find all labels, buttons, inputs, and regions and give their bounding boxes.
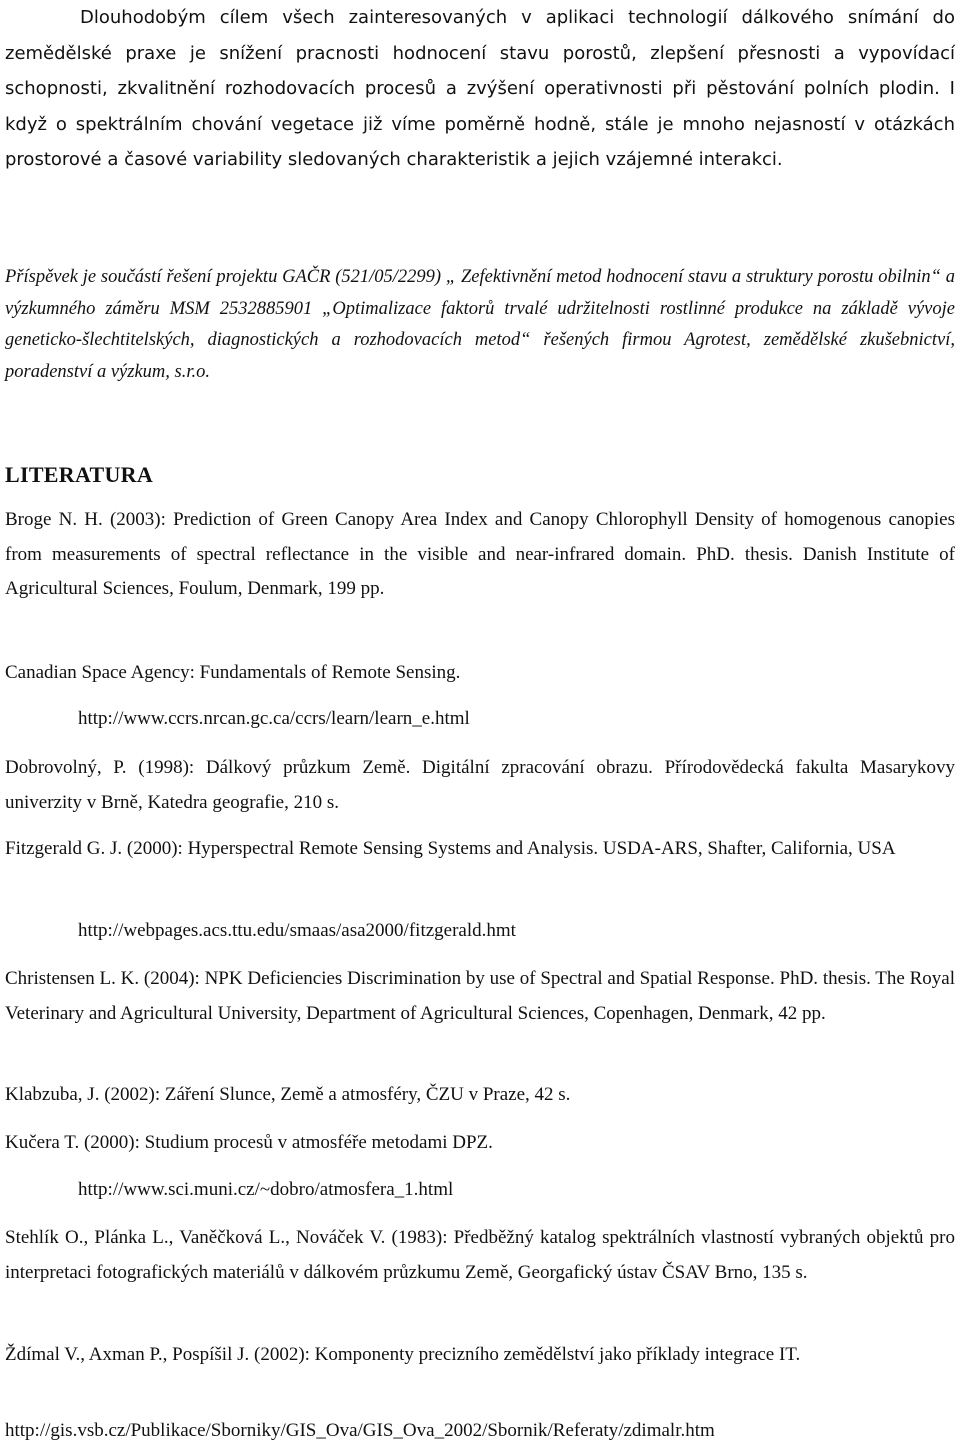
reference-klabzuba: Klabzuba, J. (2002): Záření Slunce, Země a atmosféry, ČZU v Praze, 42 s.: [5, 1084, 571, 1105]
reference-url-kucera[interactable]: http://www.sci.muni.cz/~dobro/atmosfera_1.html: [78, 1179, 454, 1200]
reference-zdimal: Ždímal V., Axman P., Pospíšil J. (2002): Komponenty precizního zemědělství jako příklady integrace IT.: [5, 1344, 801, 1365]
intro-paragraph: [5, 0, 955, 178]
reference-stehlik: Stehlík O., Plánka L., Vaněčková L., Nováček V. (1983): Předběžný katalog spektrálních vlastností vybraných objektů pro interpretaci fotografických materiálů v dálkovém průzkumu Země, Georgafický ústav ČSAV Brno, 135 s.: [5, 1227, 955, 1283]
acknowledgement-paragraph: Příspěvek je součástí řešení projektu GAČR (521/05/2299) „ Zefektivnění metod hodnocení stavu a struktury porostu obilnin“ a výzkumného záměru MSM 2532885901 „Optimalizace faktorů trvalé udržitelnosti rostlinné produkce na základě vývoje geneticko-šlechtitelských, diagnostických a rozhodovacích metod“ řešených firmou Agrotest, zemědělské zkušebnictví, poradenství a výzkum, s.r.o.: [5, 267, 955, 383]
reference-christensen: Christensen L. K. (2004): NPK Deficiencies Discrimination by use of Spectral and Spatial Response. PhD. thesis. The Royal Veterinary and Agricultural University, Department of Agricultural Sciences, Copenhagen, Denmark, 42 pp.: [5, 968, 955, 1024]
literature-heading: LITERATURA: [5, 462, 154, 487]
intro-text: Dlouhodobým cílem všech zainteresovaných v aplikaci technologií dálkového snímání do zemědělské praxe je snížení pracnosti hodnocení stavu porostů, zlepšení přesnosti a vypovídací schopnosti, zkvalitnění rozhodovacích procesů a zvýšení operativnosti při pěstování polních plodin. I když o spektrálním chování vegetace již víme poměrně hodně, stále je mnoho nejasností v otázkách prostorové a časové variability sledovaných charakteristik a jejich vzájemné interakci.: [5, 7, 955, 170]
reference-kucera: Kučera T. (2000): Studium procesů v atmosféře metodami DPZ.: [5, 1132, 493, 1153]
reference-url-zdimal[interactable]: http://gis.vsb.cz/Publikace/Sborniky/GIS_Ova/GIS_Ova_2002/Sbornik/Referaty/zdimalr.htm: [5, 1420, 715, 1441]
reference-broge: Broge N. H. (2003): Prediction of Green Canopy Area Index and Canopy Chlorophyll Density of homogenous canopies from measurements of spectral reflectance in the visible and near-infrared domain. PhD. thesis. Danish Institute of Agricultural Sciences, Foulum, Denmark, 199 pp.: [5, 509, 955, 599]
reference-canadian-space-agency: Canadian Space Agency: Fundamentals of Remote Sensing.: [5, 662, 461, 683]
reference-url-ccrs[interactable]: http://www.ccrs.nrcan.gc.ca/ccrs/learn/learn_e.html: [78, 708, 470, 729]
reference-dobrovolny: Dobrovolný, P. (1998): Dálkový průzkum Země. Digitální zpracování obrazu. Přírodovědecká fakulta Masarykovy univerzity v Brně, Katedra geografie, 210 s.: [5, 757, 955, 813]
reference-fitzgerald: Fitzgerald G. J. (2000): Hyperspectral Remote Sensing Systems and Analysis. USDA-ARS, Shafter, California, USA: [5, 838, 896, 859]
reference-url-fitzgerald[interactable]: http://webpages.acs.ttu.edu/smaas/asa2000/fitzgerald.hmt: [78, 920, 516, 941]
